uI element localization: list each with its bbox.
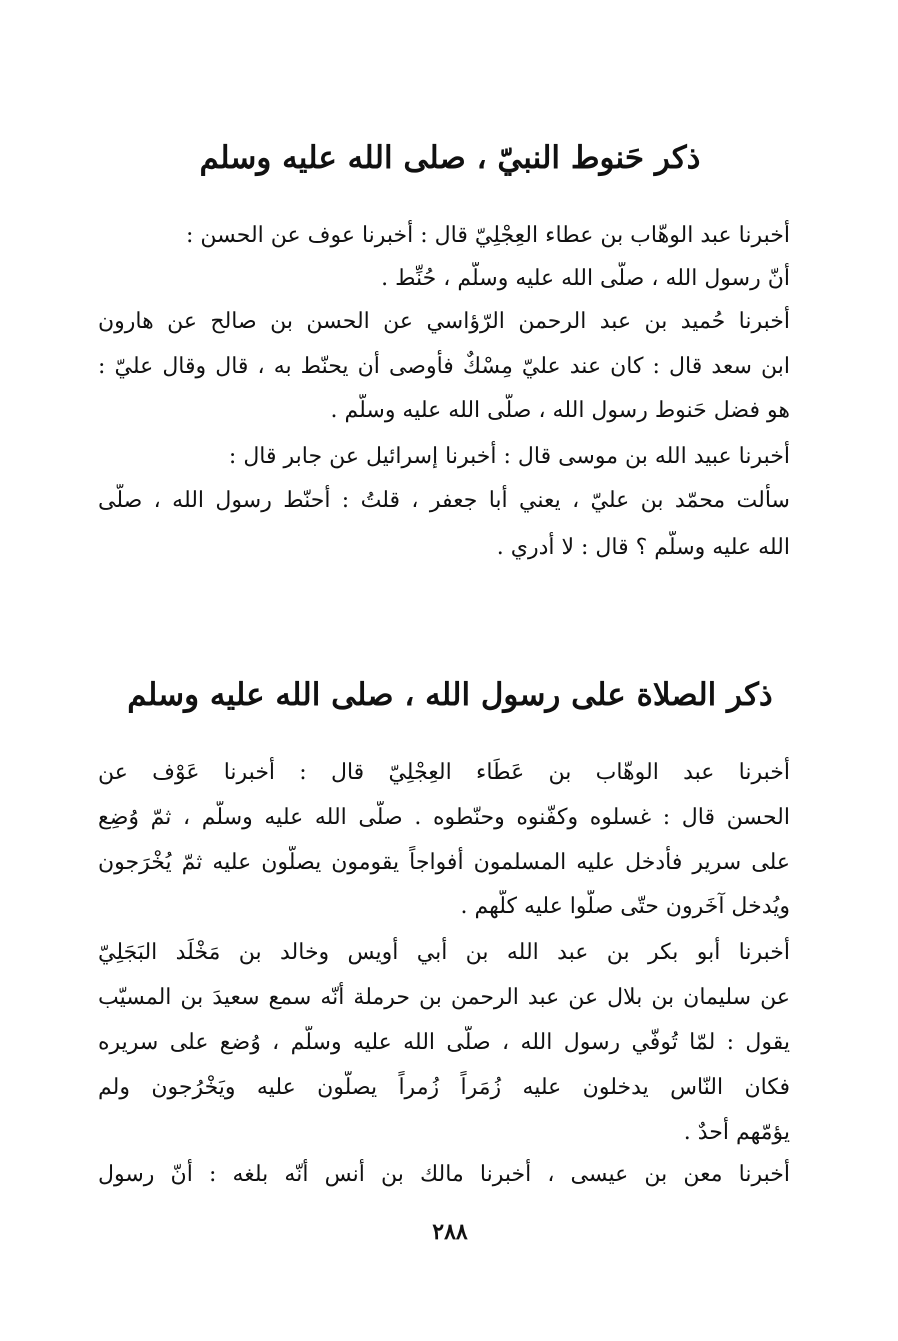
section-heading-funeral-prayer: ذكر الصلاة على رسول الله ، صلى الله عليه وسلم xyxy=(127,677,773,713)
text-line: أخبرنا عبد الوهّاب بن عطاء العِجْلِيّ قال : أخبرنا عوف عن الحسن : xyxy=(186,223,790,248)
text-line: فكان النّاس يدخلون عليه زُمَراً زُمراً يصلّون عليه ويَخْرُجون ولم xyxy=(98,1075,790,1100)
text-line: عن سليمان بن بلال عن عبد الرحمن بن حرملة أنّه سمع سعيدَ بن المسيّب xyxy=(98,985,790,1010)
text-line: أخبرنا معن بن عيسى ، أخبرنا مالك بن أنس أنّه بلغه : أنّ رسول xyxy=(98,1162,790,1187)
text-line: سألت محمّد بن عليّ ، يعني أبا جعفر ، قلتُ : أحنّط رسول الله ، صلّى xyxy=(98,488,790,513)
text-line: يقول : لمّا تُوفّي رسول الله ، صلّى الله عليه وسلّم ، وُضع على سريره xyxy=(98,1030,790,1055)
text-line: على سرير فأُدخل عليه المسلمون أفواجاً يقومون يصلّون عليه ثمّ يُخْرَجون xyxy=(98,850,790,875)
page-number: ٢٨٨ xyxy=(432,1219,468,1245)
text-line: الحسن قال : غسلوه وكفّنوه وحنّطوه . صلّى الله عليه وسلّم ، ثمّ وُضِع xyxy=(98,805,790,830)
text-line: هو فضل حَنوط رسول الله ، صلّى الله عليه وسلّم . xyxy=(330,398,790,423)
text-line: أخبرنا عبد الوهّاب بن عَطَاء العِجْلِيّ قال : أخبرنا عَوْف عن xyxy=(98,760,790,785)
text-line: ويُدخل آخَرون حتّى صلّوا عليه كلّهم . xyxy=(460,894,790,919)
text-line: يؤمّهم أحدٌ . xyxy=(683,1120,790,1145)
text-line: الله عليه وسلّم ؟ قال : لا أدري . xyxy=(496,535,790,560)
text-line: ابن سعد قال : كان عند عليّ مِسْكٌ فأوصى أن يحنّط به ، قال وقال عليّ : xyxy=(98,354,790,379)
section-heading-embalming: ذكر حَنوط النبيّ ، صلى الله عليه وسلم xyxy=(199,140,701,176)
text-line: أخبرنا أبو بكر بن عبد الله بن أبي أويس وخالد بن مَخْلَد البَجَلِيّ xyxy=(98,940,790,965)
text-line: أخبرنا حُميد بن عبد الرحمن الرّؤاسي عن الحسن بن صالح عن هارون xyxy=(98,309,790,334)
text-line: أخبرنا عبيد الله بن موسى قال : أخبرنا إسرائيل عن جابر قال : xyxy=(228,444,790,469)
text-line: أنّ رسول الله ، صلّى الله عليه وسلّم ، حُنِّط . xyxy=(381,266,790,291)
